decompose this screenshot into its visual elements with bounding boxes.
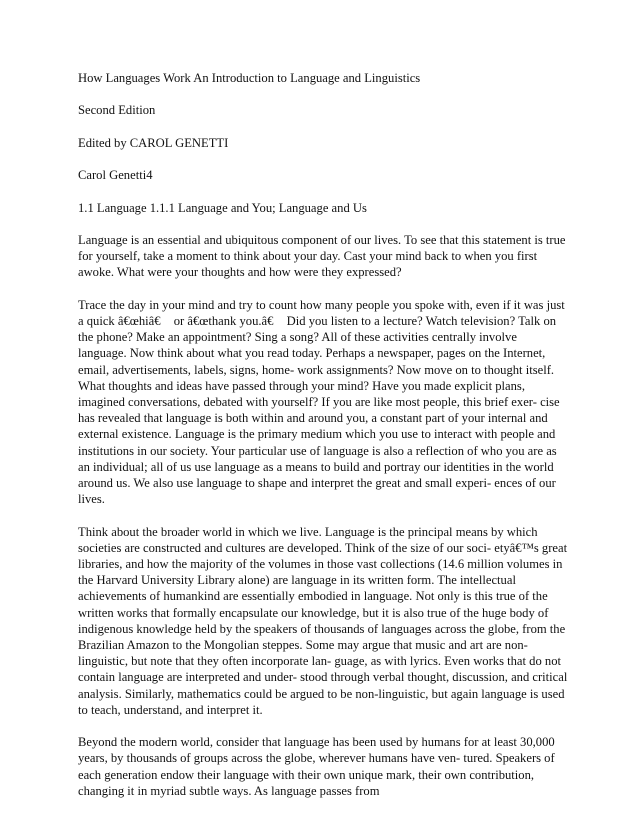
body-paragraph: Think about the broader world in which we live. Language is the principal means by which societies are constructed and cultures are developed. Think of the size of our soci- etyâ€™s great libraries, and how the majority of the volumes in those vast collections (14.6 million volumes in the Harvard University Library alone) are language in its written form. The intellectual achievements of humankind are essentially embodied in language. Not only is this true of the written works that formally encapsulate our knowledge, but it is also true of the huge body of indigenous knowledge held by the speakers of thousands of languages across the globe, from the Brazilian Amazon to the Mongolian steppes. Some may argue that music and art are non-linguistic, but note that they often incorporate lan- guage, as with lyrics. Even works that do not contain language are interpreted and under- stood through verbal thought, discussion, and critical analysis. Similarly, mathematics could be argued to be non-linguistic, but again language is used to teach, understand, and interpret it. xyxy=(78,524,568,717)
editor-line: Edited by CAROL GENETTI xyxy=(78,135,229,150)
document-page xyxy=(78,70,568,815)
author-line: Carol Genetti4 xyxy=(78,168,153,183)
book-title: How Languages Work An Introduction to Language and Linguistics xyxy=(78,71,421,85)
body-paragraph: Trace the day in your mind and try to count how many people you spoke with, even if it was just a quick â€œhiâ€ or â€œthank you.â€ Did you listen to a lecture? Watch television? Talk on the phone? Make an appointment? Sing a song? All of these activities centrally involve language. Now think about what you read today. Perhaps a newspaper, pages on the Internet, email, advertisements, labels, signs, home- work assignments? Now move on to thought itself. What thoughts and ideas have passed through your mind? Have you made explicit plans, imagined conversations, debated with yourself? If you are like most people, this brief exer- cise has revealed that language is both within and around you, a constant part of your internal and external existence. Language is the primary medium which you use to interact with people and institutions in our society. Your particular use of language is also a reflection of who you are as an individual; all of us use language as a means to build and portray our identities in the world around us. We also use language to shape and interpret the great and small experi- ences of our lives. xyxy=(78,297,565,507)
section-heading: 1.1 Language 1.1.1 Language and You; Language and Us xyxy=(78,200,367,215)
body-paragraph: Language is an essential and ubiquitous component of our lives. To see that this statement is true for yourself, take a moment to think about your day. Cast your mind back to when you first awoke. What were your thoughts and how were they expressed? xyxy=(78,232,566,280)
edition-line: Second Edition xyxy=(78,103,156,118)
body-paragraph: Beyond the modern world, consider that language has been used by humans for at least 30,000 years, by thousands of groups across the globe, wherever humans have ven- tured. Speakers of each generation endow their language with their own unique mark, their own contribution, changing it in myriad subtle ways. As language passes from xyxy=(78,735,555,798)
